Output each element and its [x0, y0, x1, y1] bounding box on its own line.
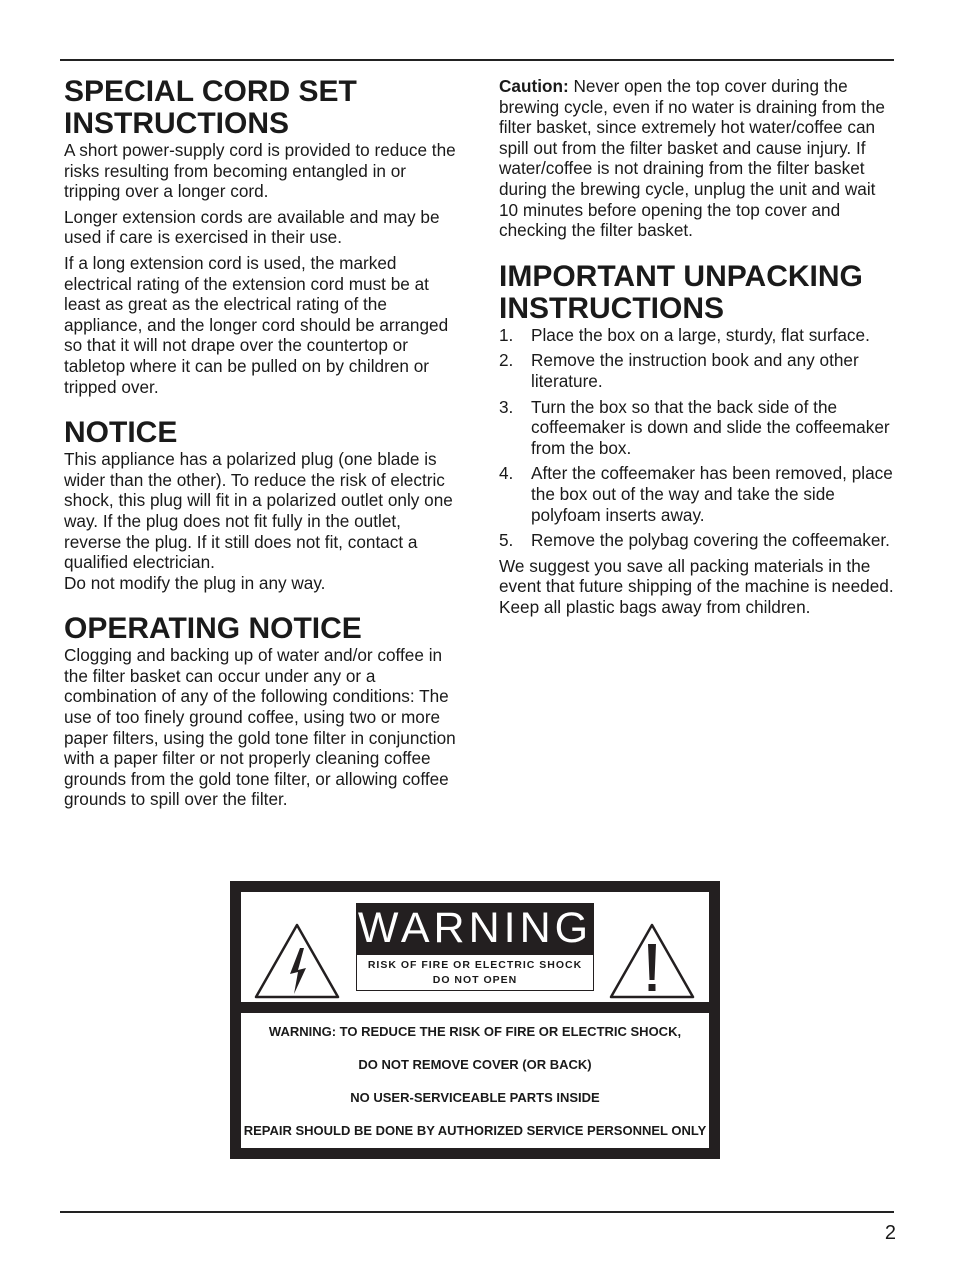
caution-text: Never open the top cover during the brewing cycle, even if no water is draining from the filter basket, since extremely hot water/coffee can spill out from the filter basket and cause injury. If water/coffee is not draining from the filter basket during the brewing cycle, unplug the unit and wait 10 minutes before opening the top cover and checking the filter basket. [499, 76, 885, 241]
cord-set-heading-line1: SPECIAL CORD SET [64, 75, 357, 108]
list-item [499, 350, 899, 391]
warning-line: DO NOT REMOVE COVER (OR BACK) [358, 1057, 592, 1072]
cord-set-heading [64, 76, 460, 140]
list-item [499, 463, 899, 525]
unpacking-steps-list [499, 325, 899, 551]
warning-label [230, 881, 720, 1159]
step-text: Place the box on a large, sturdy, flat surface. [531, 324, 870, 345]
notice-section [64, 417, 460, 593]
step-number: 4. [499, 463, 514, 484]
list-item [499, 397, 899, 459]
unpacking-heading [499, 261, 899, 325]
unpacking-heading-line2: INSTRUCTIONS [499, 291, 724, 325]
list-item [499, 530, 899, 551]
cord-set-paragraph-3: If a long extension cord is used, the marked electrical rating of the extension cord must be at least as great as the electrical rating of the appliance, and the longer cord should be arranged so that it will not drape over the countertop or tabletop where it can be pulled on by children or tripped over. [64, 252, 449, 397]
top-rule [60, 59, 894, 61]
cord-set-paragraph-2: Longer extension cords are available and may be used if care is exercised in their use. [64, 206, 440, 248]
warning-subtitle [356, 954, 594, 991]
step-text: After the coffeemaker has been removed, place the box out of the way and take the side polyfoam inserts away. [531, 463, 893, 525]
bottom-rule [60, 1211, 894, 1213]
page-number: 2 [884, 1222, 896, 1244]
right-column [499, 76, 899, 617]
notice-paragraph-2: Do not modify the plug in any way. [64, 572, 326, 593]
left-column [64, 76, 460, 810]
step-text: Turn the box so that the back side of the coffeemaker is down and slide the coffeemaker from the box. [531, 396, 890, 458]
operating-notice-section [64, 613, 460, 810]
step-number: 1. [499, 324, 514, 345]
warning-line: NO USER-SERVICEABLE PARTS INSIDE [350, 1090, 600, 1105]
caution-label: Caution: [499, 76, 569, 96]
warning-subtitle-line2: DO NOT OPEN [432, 974, 518, 986]
lightning-triangle-icon [253, 922, 341, 1000]
warning-title: WARNING [357, 904, 593, 952]
step-number: 3. [499, 396, 514, 417]
unpacking-section [499, 261, 899, 618]
warning-label-bottom-panel [241, 1013, 709, 1148]
list-item [499, 325, 899, 346]
warning-line: REPAIR SHOULD BE DONE BY AUTHORIZED SERVICE PERSONNEL ONLY [243, 1123, 707, 1138]
notice-paragraph-1: This appliance has a polarized plug (one blade is wider than the other). To reduce the risk of electric shock, this plug will fit in a polarized outlet only one way. If the plug does not fit fully in the outlet, reverse the plug. If it still does not fit, contact a qualified electrician. [64, 449, 453, 573]
cord-set-section [64, 76, 460, 397]
warning-subtitle-line1: RISK OF FIRE OR ELECTRIC SHOCK [367, 959, 583, 971]
warning-center-block [356, 903, 594, 993]
unpacking-closing-paragraph: We suggest you save all packing materials in the event that future shipping of the machine is needed. Keep all plastic bags away from children. [499, 555, 894, 617]
operating-notice-paragraph: Clogging and backing up of water and/or coffee in the filter basket can occur under any or a combination of any of the following conditions: The use of too finely ground coffee, using two or more paper filters, using the gold tone filter in conjunction with a paper filter or not properly cleaning coffee grounds from the gold tone filter, or allowing coffee grounds to spill over the filter. [64, 645, 456, 810]
step-text: Remove the polybag covering the coffeemaker. [531, 530, 890, 551]
operating-notice-heading: OPERATING NOTICE [64, 612, 362, 646]
warning-lines [241, 1013, 709, 1147]
unpacking-heading-line1: IMPORTANT UNPACKING [499, 259, 863, 293]
notice-heading: NOTICE [64, 416, 178, 450]
warning-label-top-panel [241, 892, 709, 1002]
step-number: 5. [499, 530, 514, 551]
caution-paragraph [499, 76, 899, 241]
cord-set-paragraph-1: A short power-supply cord is provided to reduce the risks resulting from becoming entangled in or tripping over a longer cord. [64, 140, 456, 202]
exclamation-triangle-icon [608, 922, 696, 1000]
warning-line: WARNING: TO REDUCE THE RISK OF FIRE OR ELECTRIC SHOCK, [268, 1024, 682, 1039]
step-text: Remove the instruction book and any other literature. [531, 350, 859, 391]
step-number: 2. [499, 350, 514, 371]
cord-set-heading-line2: INSTRUCTIONS [64, 107, 289, 140]
